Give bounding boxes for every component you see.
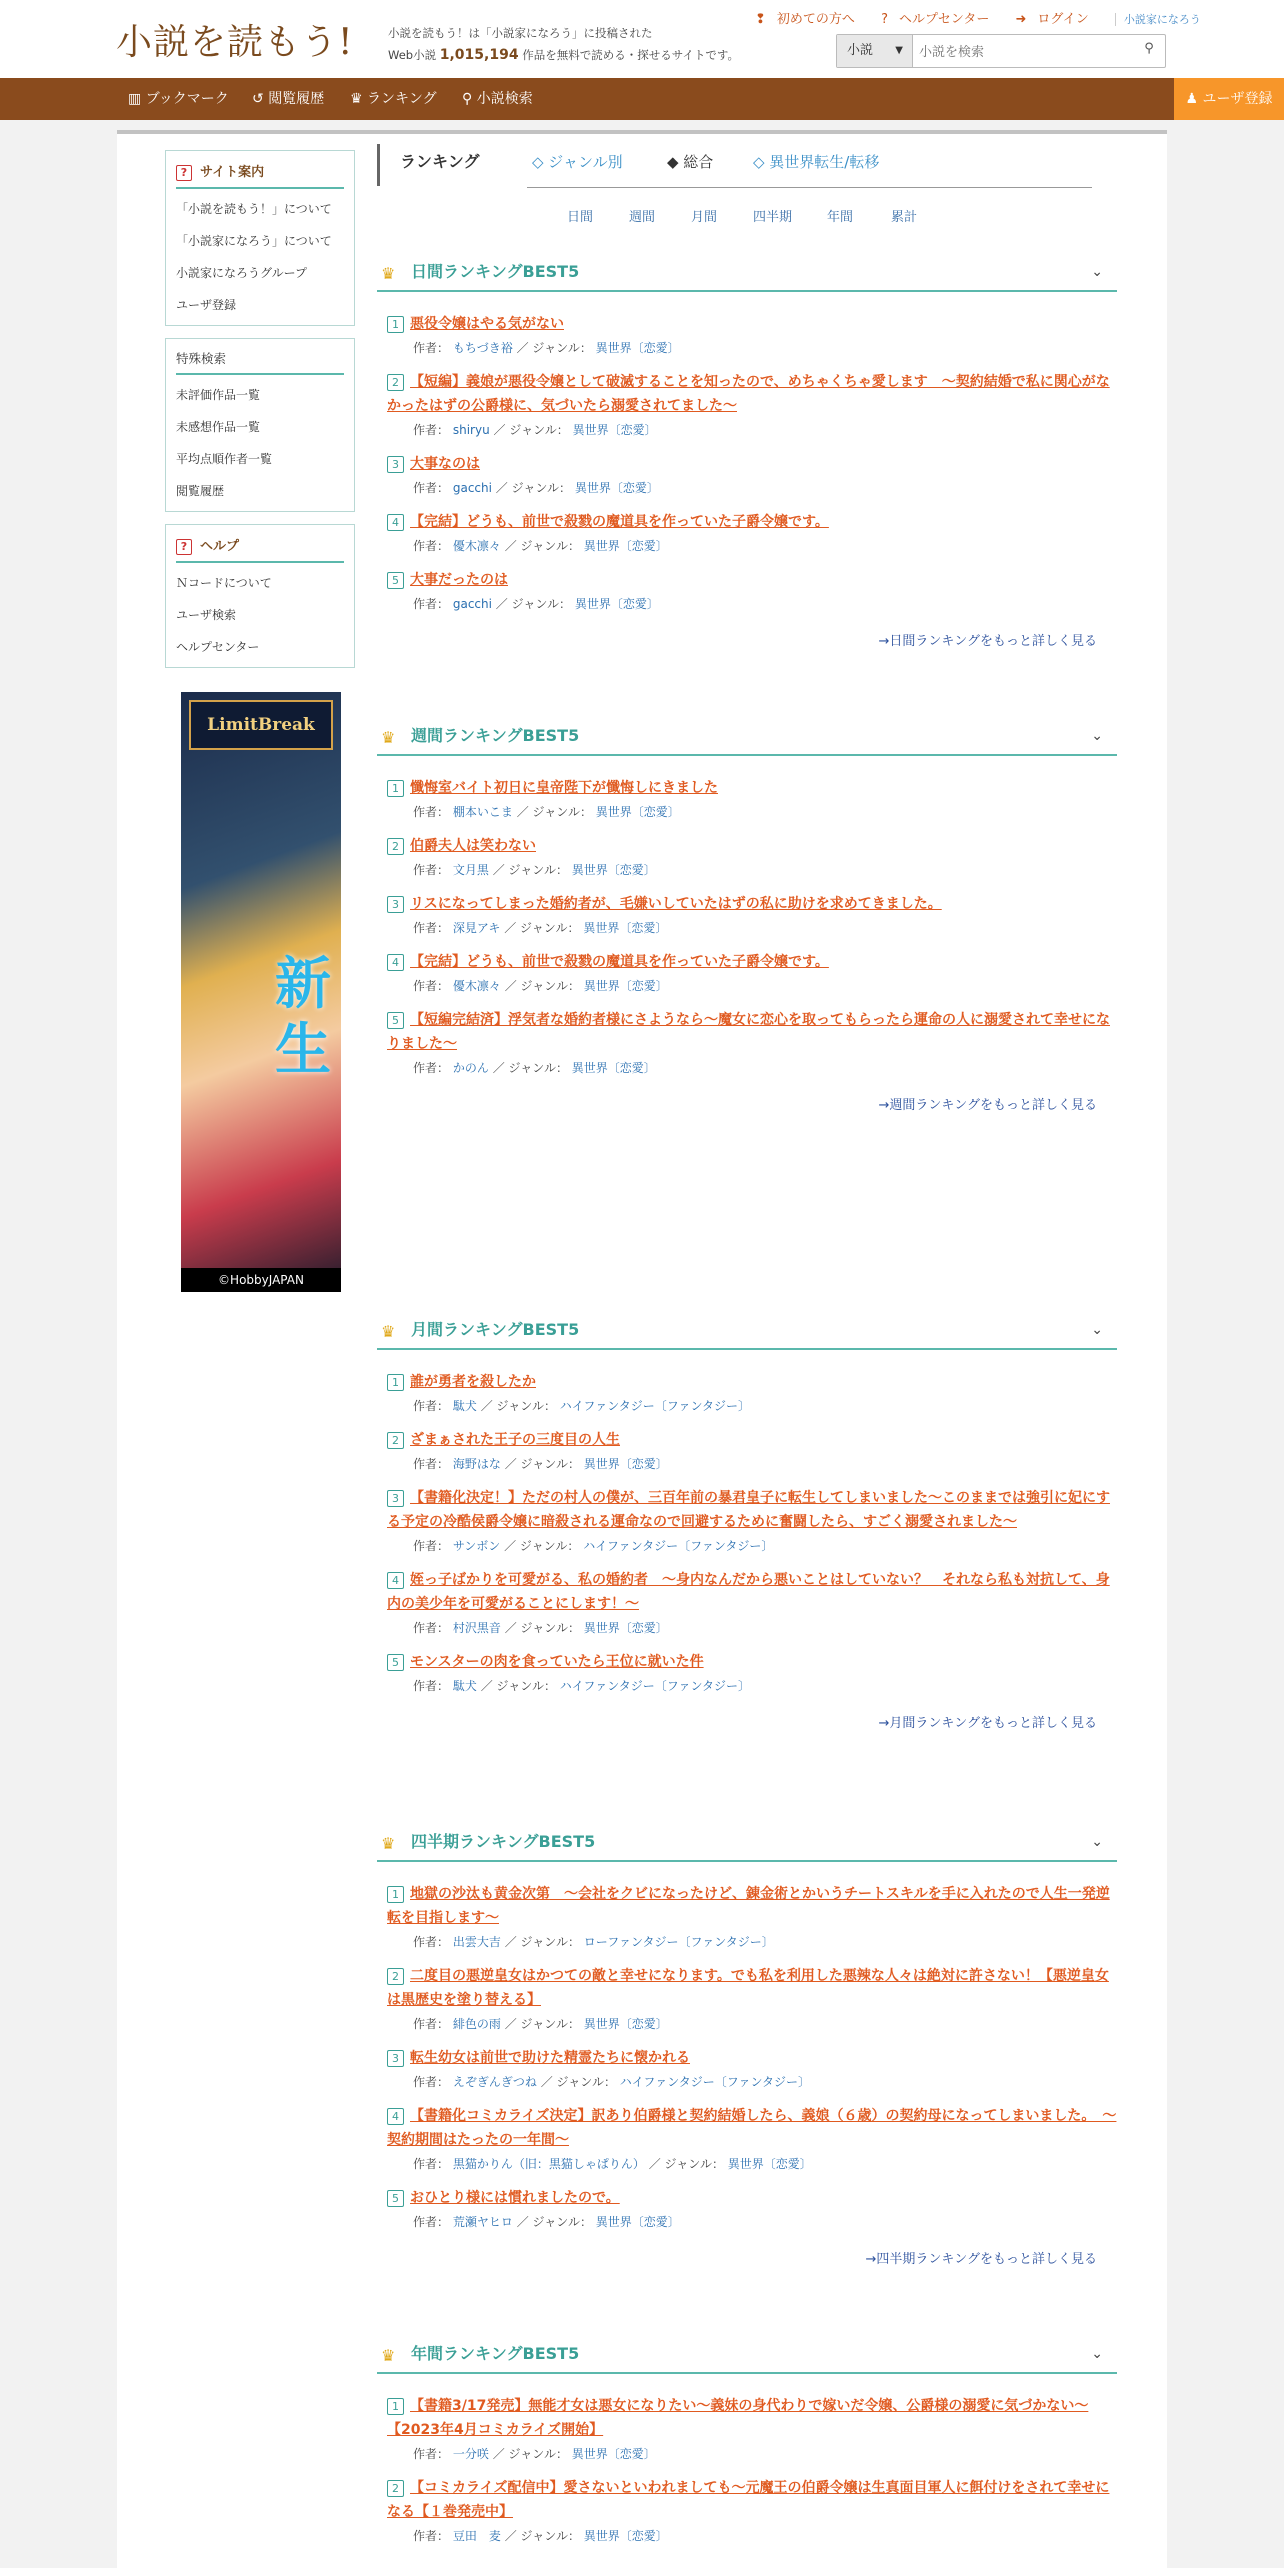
novel-title-link[interactable]: 3 転生幼女は前世で助けた精霊たちに懐かれる [387, 2046, 1117, 2070]
period-links [377, 206, 1117, 226]
ranking-entry [387, 2476, 1117, 2548]
novel-meta: 作者： 海野はな ／ ジャンル： 異世界〔恋愛〕 [413, 1457, 668, 1471]
novel-meta: 作者： サンボン ／ ジャンル： ハイファンタジー〔ファンタジー〕 [413, 1539, 774, 1553]
register-button[interactable]: ♟ ユーザ登録 [1174, 78, 1284, 120]
section-header[interactable] [377, 1822, 1117, 1862]
novel-title-link[interactable]: 5 おひとり様には慣れましたので。 [387, 2186, 1117, 2210]
genre-link[interactable]: 異世界〔恋愛〕 [574, 597, 659, 611]
ranking-section [377, 2334, 1117, 2548]
genre-link[interactable]: 異世界〔恋愛〕 [583, 921, 668, 935]
ranking-entry [387, 1370, 1117, 1418]
ad-credit: ©HobbyJAPAN [181, 1268, 341, 1292]
sidebar-link[interactable]: ユーザ登録 [176, 298, 237, 312]
rank-badge: 2 [387, 2480, 404, 2497]
link-login[interactable]: ➜ ログイン [1015, 12, 1089, 27]
special-search-box [165, 338, 355, 512]
ranking-section [377, 252, 1117, 649]
help-icon: ? [881, 12, 888, 27]
sidebar-link[interactable]: 未感想作品一覧 [176, 420, 261, 434]
genre-link[interactable]: 異世界〔恋愛〕 [595, 2215, 680, 2229]
search-input[interactable] [919, 40, 1129, 62]
novel-title-link[interactable]: 2 【コミカライズ配信中】愛さないといわれましても～元魔王の伯爵令嬢は生真面目軍人に餌付けをされて幸せになる【１巻発売中】 [387, 2480, 1110, 2520]
login-icon: ➜ [1015, 12, 1027, 27]
tab-genre[interactable]: ◇ ジャンル別 [532, 153, 623, 171]
novel-title-link[interactable]: 1 誰が勇者を殺したか [387, 1370, 1117, 1394]
author-link[interactable]: 優木凛々 [452, 979, 501, 993]
novel-meta: 作者： gacchi ／ ジャンル： 異世界〔恋愛〕 [413, 597, 659, 611]
site-header [0, 0, 1284, 78]
novel-title-link[interactable]: 3 大事なのは [387, 452, 1117, 476]
novel-title-link[interactable]: 2 伯爵夫人は笑わない [387, 834, 1117, 858]
author-link[interactable]: かのん [452, 1061, 489, 1075]
content-container [117, 130, 1167, 2568]
author-link[interactable]: サンボン [452, 1539, 501, 1553]
rank-badge: 1 [387, 2398, 404, 2415]
history-icon: ↺ [252, 91, 264, 107]
ad-logo: LimitBreak [189, 700, 333, 750]
rank-badge: 5 [387, 2190, 404, 2207]
novel-title-link[interactable]: 4 【書籍化コミカライズ決定】訳あり伯爵様と契約結婚したら、義娘（６歳）の契約母になってしまいました。 ～契約期間はたったの一年間～ [387, 2108, 1117, 2148]
rank-badge: 2 [387, 374, 404, 391]
genre-link[interactable]: ハイファンタジー〔ファンタジー〕 [559, 1399, 750, 1413]
ranking-section [377, 716, 1117, 1113]
chevron-down-icon[interactable]: ⌄ [1091, 728, 1103, 744]
site-guide-title: サイト案内 [200, 165, 265, 180]
author-link[interactable]: 海野はな [452, 1457, 501, 1471]
genre-link[interactable]: 異世界〔恋愛〕 [583, 2017, 668, 2031]
novel-title-link[interactable]: 4 姪っ子ばかりを可愛がる、私の婚約者 ～身内なんだから悪いことはしていない？ それなら私も対抗して、身内の美少年を可愛がることにします！～ [387, 1572, 1110, 1612]
rank-badge: 1 [387, 780, 404, 797]
rank-badge: 4 [387, 2108, 404, 2125]
period-total[interactable]: 累計 [891, 210, 918, 225]
author-link[interactable]: 文月黒 [452, 863, 489, 877]
genre-link[interactable]: 異世界〔恋愛〕 [574, 481, 659, 495]
advertisement-banner[interactable] [181, 692, 341, 1292]
more-ranking-link[interactable]: →日間ランキングをもっと詳しく見る [878, 634, 1097, 649]
rank-badge: 3 [387, 1490, 404, 1507]
novel-meta: 作者： もちづき裕 ／ ジャンル： 異世界〔恋愛〕 [413, 341, 680, 355]
author-link[interactable]: 緋色の雨 [452, 2017, 501, 2031]
novel-title-link[interactable]: 1 懺悔室バイト初日に皇帝陛下が懺悔しにきました [387, 776, 1117, 800]
rank-badge: 2 [387, 838, 404, 855]
nav-ranking[interactable]: ♛ ランキング [350, 91, 437, 107]
crown-icon: ♛ [381, 1322, 396, 1341]
ranking-entry [387, 312, 1117, 360]
novel-meta: 作者： 黒猫かりん（旧：黒猫しゃぱりん） ／ ジャンル： 異世界〔恋愛〕 [413, 2157, 812, 2171]
question-icon: ? [176, 165, 192, 181]
novel-meta: 作者： 緋色の雨 ／ ジャンル： 異世界〔恋愛〕 [413, 2017, 668, 2031]
section-title: 月間ランキングBEST5 [411, 1320, 580, 1339]
ranking-entry [387, 370, 1117, 442]
ranking-section [377, 1822, 1117, 2267]
more-ranking-link[interactable]: →月間ランキングをもっと詳しく見る [878, 1716, 1097, 1731]
crown-icon: ♛ [381, 1834, 396, 1853]
rank-badge: 5 [387, 1654, 404, 1671]
tagline-line2: Web小説 1,015,194 作品を無料で読める・探せるサイトです。 [388, 47, 739, 63]
help-title: ヘルプ [200, 539, 240, 554]
tab-ranking: ランキング [377, 144, 480, 186]
tagline-line1: 小説を読もう！は「小説家になろう」に投稿された [388, 26, 653, 40]
novel-title-link[interactable]: 4 【完結】どうも、前世で殺戮の魔道具を作っていた子爵令嬢です。 [387, 950, 1117, 974]
question-icon: ? [176, 539, 192, 555]
author-link[interactable]: もちづき裕 [452, 341, 513, 355]
search-type-select[interactable]: 小説 ▼ [837, 35, 913, 67]
narou-brand-link[interactable]: 小説家になろう [1115, 13, 1201, 26]
genre-link[interactable]: 異世界〔恋愛〕 [727, 2157, 812, 2171]
author-link[interactable]: 優木凛々 [452, 539, 501, 553]
section-title: 四半期ランキングBEST5 [411, 1832, 596, 1851]
search-icon[interactable]: ⚲ [1144, 41, 1154, 56]
author-link[interactable]: 村沢黒音 [452, 1621, 501, 1635]
rank-badge: 1 [387, 1374, 404, 1391]
ad-copy: 新生 [275, 952, 331, 1083]
author-link[interactable]: 荒瀬ヤヒロ [452, 2215, 513, 2229]
author-link[interactable]: shiryu [452, 423, 490, 437]
ranking-entry [387, 2046, 1117, 2094]
sidebar-link[interactable]: 「小説を読もう！」について [176, 202, 332, 216]
crown-icon: ♛ [381, 728, 396, 747]
sidebar-link[interactable]: 未評価作品一覧 [176, 388, 261, 402]
novel-meta: 作者： 優木凛々 ／ ジャンル： 異世界〔恋愛〕 [413, 539, 668, 553]
ranking-entry [387, 1428, 1117, 1476]
rank-badge: 1 [387, 316, 404, 333]
rank-badge: 5 [387, 1012, 404, 1029]
sidebar-link[interactable]: 閲覧履歴 [176, 484, 225, 498]
rank-badge: 3 [387, 2050, 404, 2067]
rank-badge: 3 [387, 456, 404, 473]
author-link[interactable]: 豆田 麦 [452, 2529, 501, 2543]
rank-badge: 1 [387, 1886, 404, 1903]
more-ranking-link[interactable]: →週間ランキングをもっと詳しく見る [878, 1098, 1097, 1113]
sidebar-link[interactable]: 「小説家になろう」について [176, 234, 332, 248]
novel-meta: 作者： かのん ／ ジャンル： 異世界〔恋愛〕 [413, 1061, 656, 1075]
ranking-entry [387, 834, 1117, 882]
novel-title-link[interactable]: 1 【書籍3/17発売】無能才女は悪女になりたい～義妹の身代わりで嫁いだ令嬢、公爵様の溺愛に気づかない～【2023年4月コミカライズ開始】 [387, 2398, 1089, 2438]
section-header[interactable] [377, 2334, 1117, 2374]
novel-title-link[interactable]: 3 【書籍化決定！】ただの村人の僕が、三百年前の暴君皇子に転生してしまいました～このままでは強引に妃にする予定の冷酷侯爵令嬢に暗殺される運命なので回避するために奮闘したら、すごく溺愛されました～ [387, 1490, 1110, 1530]
genre-link[interactable]: 異世界〔恋愛〕 [583, 1621, 668, 1635]
novel-meta: 作者： 駄犬 ／ ジャンル： ハイファンタジー〔ファンタジー〕 [413, 1399, 750, 1413]
author-link[interactable]: 黒猫かりん（旧：黒猫しゃぱりん） [452, 2157, 645, 2171]
author-link[interactable]: えぞぎんぎつね [452, 2075, 537, 2089]
site-guide-box [165, 150, 355, 326]
novel-meta: 作者： 駄犬 ／ ジャンル： ハイファンタジー〔ファンタジー〕 [413, 1679, 750, 1693]
genre-link[interactable]: 異世界〔恋愛〕 [583, 979, 668, 993]
ranking-section [377, 1310, 1117, 1731]
novel-meta: 作者： 豆田 麦 ／ ジャンル： 異世界〔恋愛〕 [413, 2529, 668, 2543]
tab-overall[interactable]: ◆ 総合 [667, 153, 714, 171]
site-tagline [388, 22, 739, 66]
novel-title-link[interactable]: 3 リスになってしまった婚約者が、毛嫌いしていたはずの私に助けを求めてきました。 [387, 892, 1117, 916]
rank-badge: 4 [387, 1572, 404, 1589]
ranking-entry [387, 1008, 1117, 1080]
more-ranking-link[interactable]: →四半期ランキングをもっと詳しく見る [865, 2252, 1097, 2267]
rank-badge: 2 [387, 1968, 404, 1985]
chevron-down-icon: ▼ [895, 45, 903, 56]
ranking-entry [387, 1650, 1117, 1698]
novel-title-link[interactable]: 5 【短編完結済】浮気者な婚約者様にさようなら～魔女に恋心を取ってもらったら運命の人に溺愛されて幸せになりました～ [387, 1012, 1110, 1052]
genre-link[interactable]: ローファンタジー〔ファンタジー〕 [583, 1935, 774, 1949]
period-weekly[interactable]: 週間 [629, 210, 656, 225]
nav-search[interactable]: ⚲ 小説検索 [462, 91, 533, 107]
sidebar-link[interactable]: ユーザ検索 [176, 608, 237, 622]
rank-badge: 3 [387, 896, 404, 913]
chevron-down-icon[interactable]: ⌄ [1091, 1834, 1103, 1850]
rank-badge: 4 [387, 954, 404, 971]
novel-meta: 作者： 文月黒 ／ ジャンル： 異世界〔恋愛〕 [413, 863, 656, 877]
bookmark-icon: ▥ [128, 91, 142, 107]
beginner-icon: ❢ [755, 12, 766, 27]
novel-title-link[interactable]: 5 大事だったのは [387, 568, 1117, 592]
ranking-entry [387, 776, 1117, 824]
crown-icon: ♛ [381, 2346, 396, 2365]
novel-meta: 作者： 一分咲 ／ ジャンル： 異世界〔恋愛〕 [413, 2447, 656, 2461]
sidebar-link[interactable]: 平均点順作者一覧 [176, 452, 273, 466]
novel-meta: 作者： 出雲大吉 ／ ジャンル： ローファンタジー〔ファンタジー〕 [413, 1935, 774, 1949]
ranking-entry [387, 950, 1117, 998]
link-help-center[interactable]: ? ヘルプセンター [881, 12, 990, 27]
author-link[interactable]: 棚本いこま [452, 805, 513, 819]
genre-link[interactable]: 異世界〔恋愛〕 [583, 539, 668, 553]
top-links [755, 8, 1201, 27]
novel-title-link[interactable]: 2 二度目の悪逆皇女はかつての敵と幸せになります。でも私を利用した悪辣な人々は絶対に許さない！【悪逆皇女は黒歴史を塗り替える】 [387, 1968, 1109, 2008]
rank-badge: 5 [387, 572, 404, 589]
sidebar [165, 150, 355, 680]
genre-link[interactable]: ハイファンタジー〔ファンタジー〕 [583, 1539, 774, 1553]
novel-title-link[interactable]: 2 ざまぁされた王子の三度目の人生 [387, 1428, 1117, 1452]
work-count: 1,015,194 [439, 47, 519, 63]
author-link[interactable]: gacchi [452, 481, 492, 495]
novel-title-link[interactable]: 4 【完結】どうも、前世で殺戮の魔道具を作っていた子爵令嬢です。 [387, 510, 1117, 534]
help-box [165, 524, 355, 668]
nav-history[interactable]: ↺ 閲覧履歴 [252, 91, 325, 107]
genre-link[interactable]: 異世界〔恋愛〕 [583, 2529, 668, 2543]
user-icon: ♟ [1185, 91, 1199, 107]
ranking-entry [387, 1486, 1117, 1558]
chevron-down-icon[interactable]: ⌄ [1091, 2346, 1103, 2362]
author-link[interactable]: 深見アキ [452, 921, 501, 935]
novel-meta: 作者： 荒瀬ヤヒロ ／ ジャンル： 異世界〔恋愛〕 [413, 2215, 680, 2229]
genre-link[interactable]: 異世界〔恋愛〕 [572, 423, 657, 437]
rank-badge: 2 [387, 1432, 404, 1449]
author-link[interactable]: 一分咲 [452, 2447, 489, 2461]
ranking-entry [387, 1882, 1117, 1954]
author-link[interactable]: 駄犬 [452, 1679, 477, 1693]
genre-link[interactable]: 異世界〔恋愛〕 [595, 805, 680, 819]
ranking-entry [387, 2394, 1117, 2466]
rank-badge: 4 [387, 514, 404, 531]
section-title: 週間ランキングBEST5 [411, 726, 580, 745]
period-yearly[interactable]: 年間 [827, 210, 854, 225]
novel-meta: 作者： えぞぎんぎつね ／ ジャンル： ハイファンタジー〔ファンタジー〕 [413, 2075, 810, 2089]
ranking-entry [387, 568, 1117, 616]
novel-meta: 作者： gacchi ／ ジャンル： 異世界〔恋愛〕 [413, 481, 659, 495]
ranking-entry [387, 892, 1117, 940]
period-quarterly[interactable]: 四半期 [753, 210, 793, 225]
novel-meta: 作者： 村沢黒音 ／ ジャンル： 異世界〔恋愛〕 [413, 1621, 668, 1635]
section-header[interactable] [377, 252, 1117, 292]
crown-icon: ♛ [350, 91, 363, 107]
genre-link[interactable]: ハイファンタジー〔ファンタジー〕 [619, 2075, 810, 2089]
genre-link[interactable]: 異世界〔恋愛〕 [595, 341, 680, 355]
chevron-down-icon[interactable]: ⌄ [1091, 1322, 1103, 1338]
ranking-entry [387, 2104, 1117, 2176]
novel-meta: 作者： 深見アキ ／ ジャンル： 異世界〔恋愛〕 [413, 921, 668, 935]
ranking-tabs [377, 144, 1117, 186]
section-title: 年間ランキングBEST5 [411, 2344, 580, 2363]
sidebar-link[interactable]: 小説家になろうグループ [176, 266, 308, 280]
genre-link[interactable]: 異世界〔恋愛〕 [571, 1061, 656, 1075]
author-link[interactable]: gacchi [452, 597, 492, 611]
nav-bookmark[interactable]: ▥ ブックマーク [128, 91, 229, 107]
chevron-down-icon[interactable]: ⌄ [1091, 264, 1103, 280]
genre-link[interactable]: ハイファンタジー〔ファンタジー〕 [559, 1679, 750, 1693]
author-link[interactable]: 駄犬 [452, 1399, 477, 1413]
genre-link[interactable]: 異世界〔恋愛〕 [583, 1457, 668, 1471]
novel-title-link[interactable]: 1 地獄の沙汰も黄金次第 ～会社をクビになったけど、錬金術とかいうチートスキルを手に入れたので人生一発逆転を目指します～ [387, 1886, 1110, 1926]
genre-link[interactable]: 異世界〔恋愛〕 [571, 863, 656, 877]
section-header[interactable] [377, 716, 1117, 756]
link-beginners[interactable]: ❢ 初めての方へ [755, 12, 855, 27]
crown-icon: ♛ [381, 264, 396, 283]
main-nav [0, 78, 1284, 120]
novel-meta: 作者： shiryu ／ ジャンル： 異世界〔恋愛〕 [413, 423, 657, 437]
genre-link[interactable]: 異世界〔恋愛〕 [571, 2447, 656, 2461]
tab-underline [527, 187, 1092, 188]
section-header[interactable] [377, 1310, 1117, 1350]
site-logo[interactable]: 小説を読もう! [116, 22, 354, 63]
period-daily[interactable]: 日間 [567, 210, 594, 225]
ranking-entry [387, 510, 1117, 558]
search-box [836, 34, 1166, 68]
tab-isekai[interactable]: ◇ 異世界転生/転移 [753, 153, 880, 171]
period-monthly[interactable]: 月間 [691, 210, 718, 225]
ranking-entry [387, 1964, 1117, 2036]
special-search-title: 特殊検索 [176, 345, 344, 375]
author-link[interactable]: 出雲大吉 [452, 1935, 501, 1949]
ranking-entry [387, 1568, 1117, 1640]
sidebar-link[interactable]: ヘルプセンター [176, 640, 260, 654]
search-icon: ⚲ [462, 91, 473, 107]
novel-title-link[interactable]: 5 モンスターの肉を食っていたら王位に就いた件 [387, 1650, 1117, 1674]
sidebar-link[interactable]: Ｎコードについて [176, 576, 272, 590]
novel-meta: 作者： 棚本いこま ／ ジャンル： 異世界〔恋愛〕 [413, 805, 680, 819]
novel-title-link[interactable]: 2 【短編】義娘が悪役令嬢として破滅することを知ったので、めちゃくちゃ愛します ～契約結婚で私に関心がなかったはずの公爵様に、気づいたら溺愛されてました～ [387, 374, 1110, 414]
ranking-entry [387, 2186, 1117, 2234]
novel-title-link[interactable]: 1 悪役令嬢はやる気がない [387, 312, 1117, 336]
section-title: 日間ランキングBEST5 [411, 262, 580, 281]
novel-meta: 作者： 優木凛々 ／ ジャンル： 異世界〔恋愛〕 [413, 979, 668, 993]
ranking-entry [387, 452, 1117, 500]
